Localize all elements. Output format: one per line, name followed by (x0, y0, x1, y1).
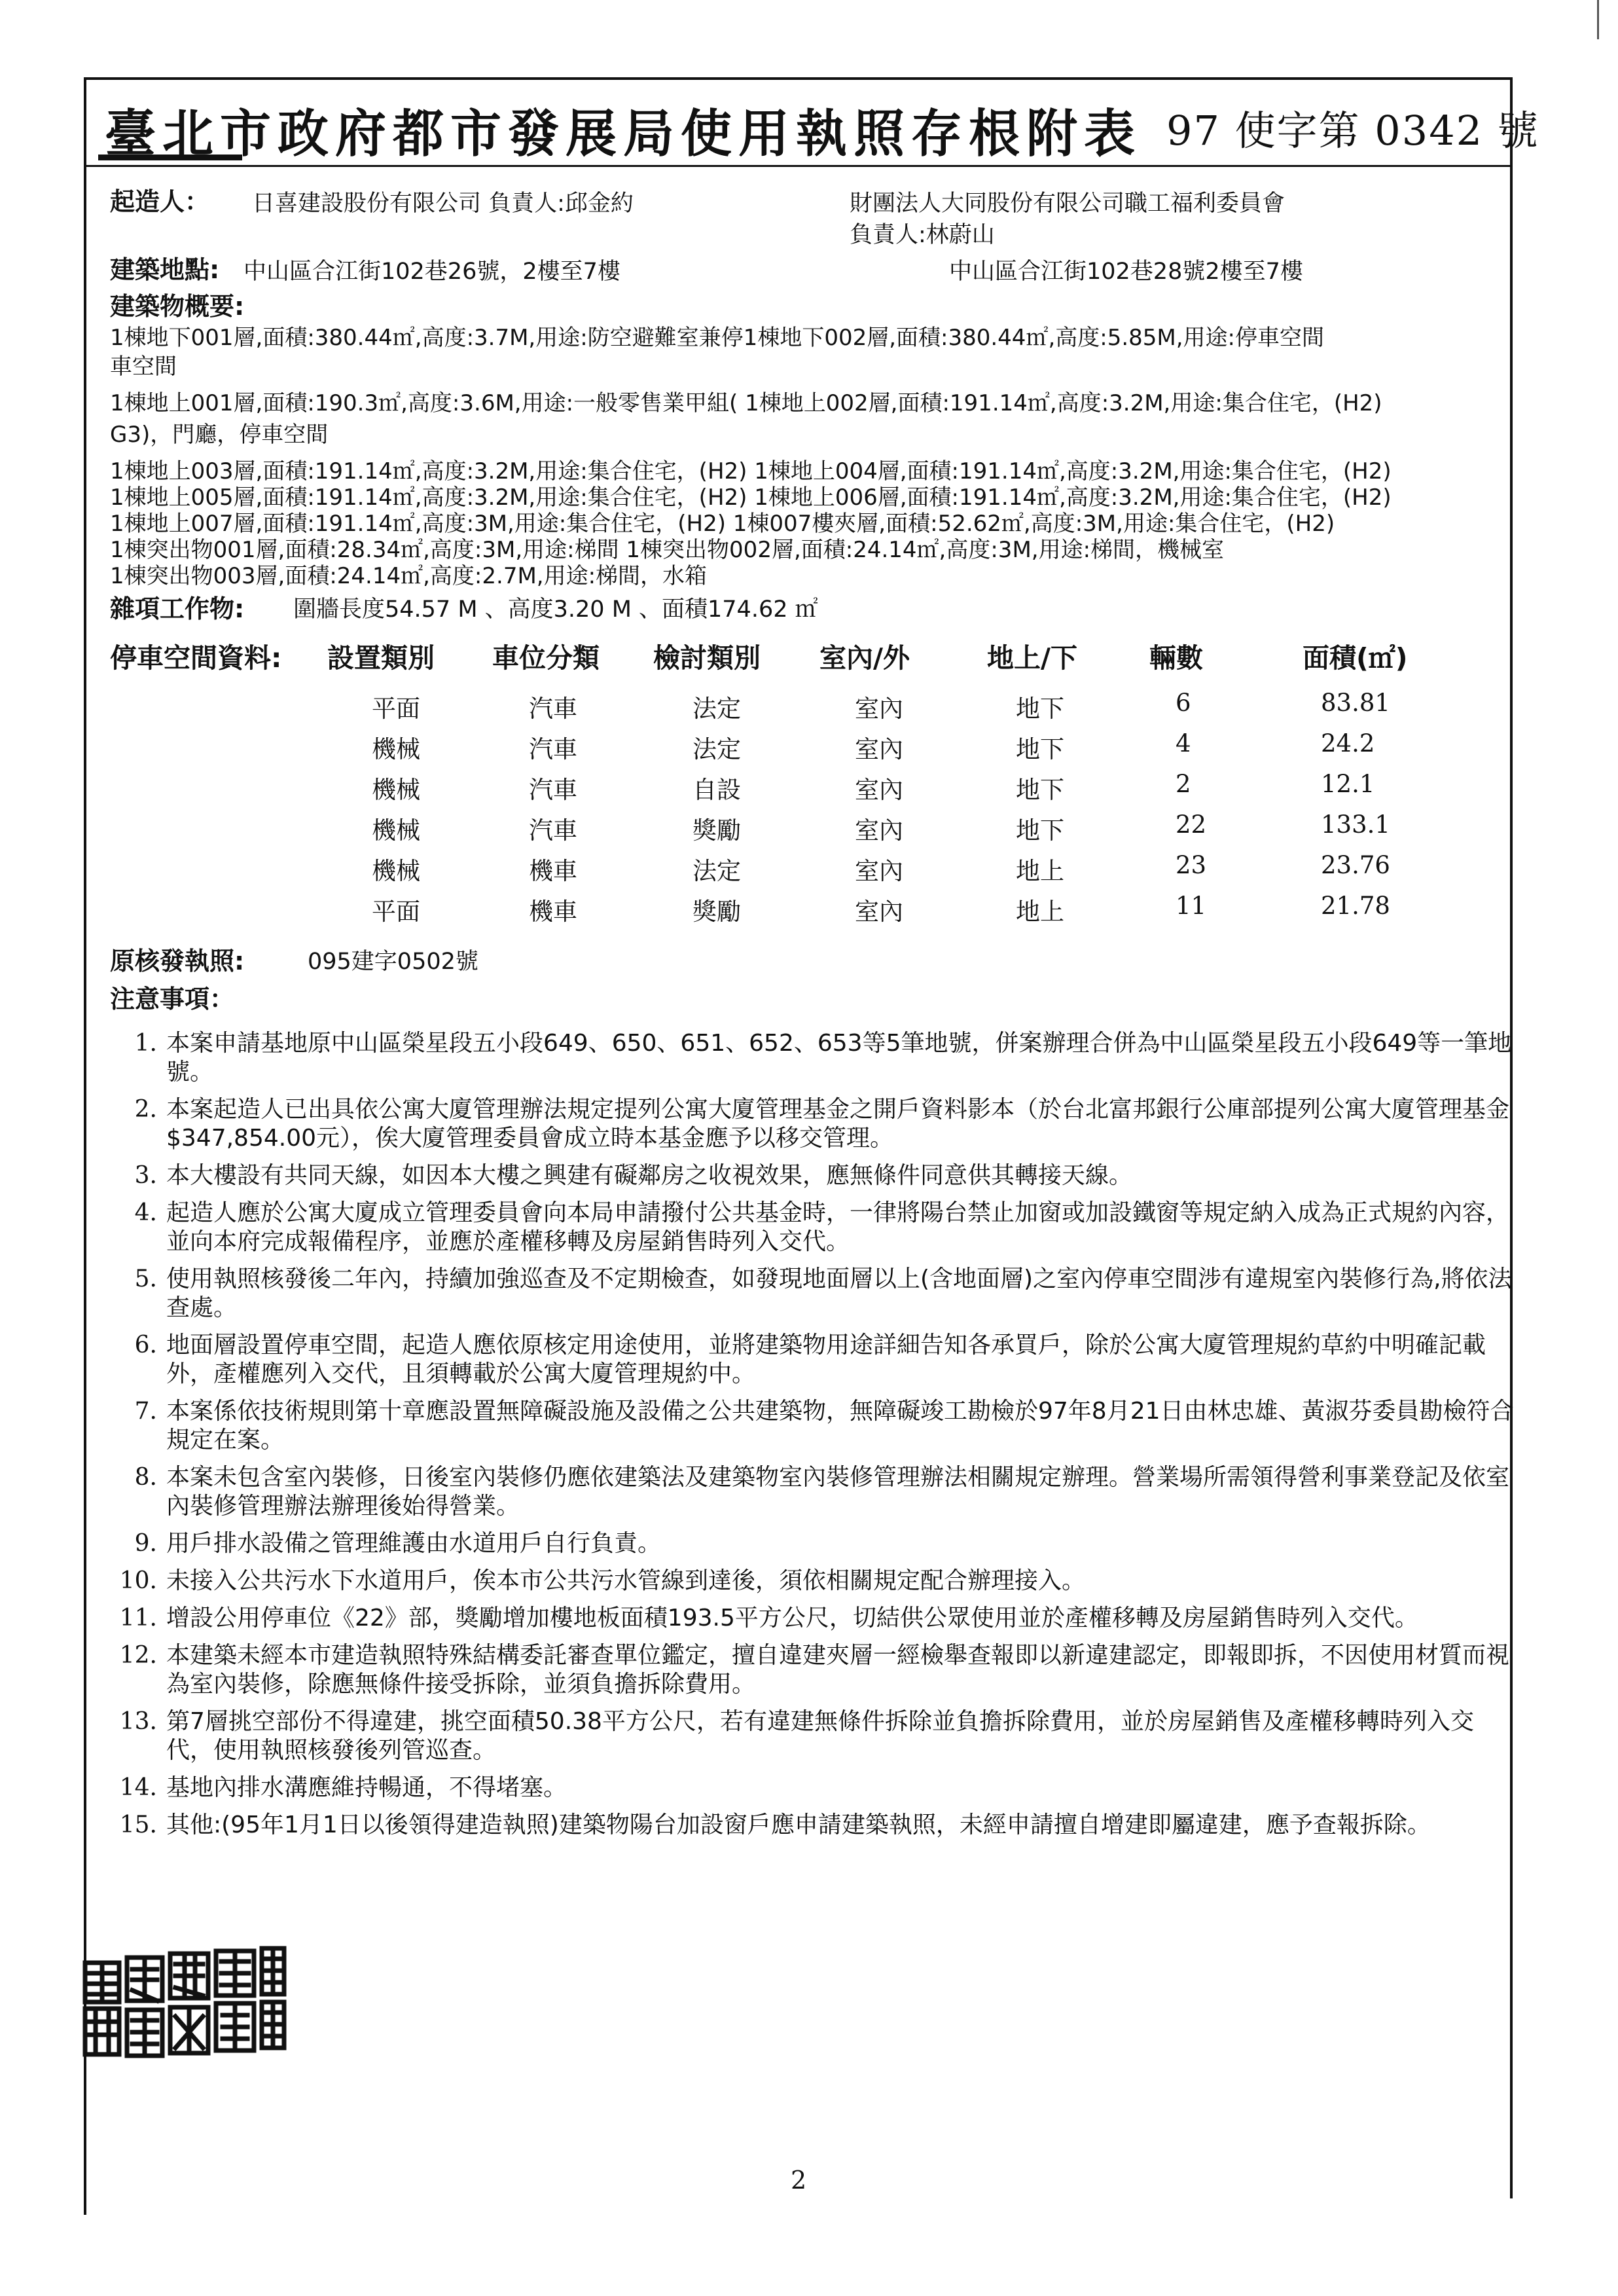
parking-cell: 汽車 (529, 776, 577, 804)
parking-cell: 地上 (1016, 898, 1064, 926)
note-text: 本建築未經本市建造執照特殊結構委託審查單位鑑定，擅自違建夾層一經檢舉查報即以新違建認定，即報即拆，不因使用材質而視為室內裝修，除應無條件接受拆除，並須負擔拆除費用。 (166, 1642, 1510, 1698)
parking-cell: 自設 (692, 776, 741, 804)
note-number: 5. (134, 1266, 157, 1292)
parking-cell: 24.2 (1321, 729, 1375, 757)
frame-top-border (84, 77, 1512, 80)
page-number: 2 (791, 2166, 807, 2195)
parking-cell: 地下 (1016, 695, 1064, 723)
parking-cell: 室內 (855, 695, 903, 723)
site-address-2: 中山區合江街102巷28號2樓至7樓 (949, 259, 1303, 285)
parking-cell: 汽車 (529, 735, 577, 763)
applicant-name-2-line-2: 負責人:林蔚山 (850, 222, 995, 248)
parking-cell: 室內 (855, 816, 903, 845)
corner-mark (1597, 0, 1599, 39)
parking-cell: 汽車 (529, 816, 577, 845)
note-text: 其他:(95年1月1日以後領得建造執照)建築物陽台加設窗戶應申請建築執照，未經申請擅自增建即屬違建，應予查報拆除。 (166, 1812, 1431, 1838)
note-number: 6. (134, 1332, 157, 1358)
parking-cell: 汽車 (529, 695, 577, 723)
note-item (118, 1331, 1519, 1389)
applicant-name-2-line-1: 財團法人大同股份有限公司職工福利委員會 (850, 191, 1285, 217)
parking-cell: 133.1 (1321, 811, 1390, 839)
note-item (118, 1095, 1519, 1153)
parking-cell: 法定 (692, 695, 741, 723)
note-item (118, 1161, 1519, 1190)
parking-cell: 83.81 (1321, 689, 1390, 717)
parking-cell: 室內 (855, 898, 903, 926)
building-overview-label: 建築物概要: (110, 292, 245, 321)
note-text: 增設公用停車位《22》部，獎勵增加樓地板面積193.5平方公尺，切結供公眾使用並於產權移轉及房屋銷售時列入交代。 (166, 1605, 1418, 1631)
note-number: 14. (119, 1774, 157, 1801)
note-number: 3. (134, 1162, 157, 1189)
parking-cell: 12.1 (1321, 770, 1375, 798)
parking-cell: 11 (1176, 892, 1207, 920)
note-number: 2. (134, 1096, 157, 1123)
note-item (118, 1604, 1519, 1633)
note-text: 本案申請基地原中山區榮星段五小段649、650、651、652、653等5筆地號，併案辦理合併為中山區榮星段五小段649等一筆地號。 (166, 1030, 1512, 1085)
building-overview-line: 1棟地上003層,面積:191.14㎡,高度:3.2M,用途:集合住宅，(H2) 1棟地上004層,面積:191.14㎡,高度:3.2M,用途:集合住宅，(H2) (110, 458, 1392, 484)
parking-cell: 平面 (372, 898, 420, 926)
parking-cell: 地下 (1016, 735, 1064, 763)
parking-cell: 機車 (529, 857, 577, 885)
notes-list (118, 1029, 1519, 1848)
note-text: 起造人應於公寓大廈成立管理委員會向本局申請撥付公共基金時，一律將陽台禁止加窗或加設鐵窗等規定納入成為正式規約內容，並向本府完成報備程序，並應於產權移轉及房屋銷售時列入交代。 (166, 1199, 1510, 1255)
note-number: 7. (134, 1398, 157, 1425)
note-item (118, 1707, 1519, 1765)
note-item (118, 1463, 1519, 1521)
note-item (118, 1641, 1519, 1699)
note-item (118, 1567, 1519, 1595)
building-overview-line: 1棟地上001層,面積:190.3㎡,高度:3.6M,用途:一般零售業甲組( 1棟地上002層,面積:191.14㎡,高度:3.2M,用途:集合住宅，(H2) (110, 390, 1382, 416)
building-overview-line: 1棟地上005層,面積:191.14㎡,高度:3.2M,用途:集合住宅，(H2) 1棟地上006層,面積:191.14㎡,高度:3.2M,用途:集合住宅，(H2) (110, 484, 1392, 511)
note-item (118, 1811, 1519, 1840)
parking-header-vehicle-class: 車位分類 (492, 642, 600, 674)
parking-cell: 獎勵 (692, 816, 741, 845)
parking-cell: 機械 (372, 735, 420, 763)
parking-cell: 室內 (855, 735, 903, 763)
parking-cell: 法定 (692, 735, 741, 763)
misc-works-label: 雜項工作物: (110, 594, 245, 623)
parking-label: 停車空間資料: (110, 642, 282, 674)
parking-cell: 獎勵 (692, 898, 741, 926)
building-overview-line: 1棟地下001層,面積:380.44㎡,高度:3.7M,用途:防空避難室兼停1棟地下002層,面積:380.44㎡,高度:5.85M,用途:停車空間 (110, 325, 1325, 351)
note-item (118, 1265, 1519, 1322)
note-text: 用戶排水設備之管理維護由水道用戶自行負責。 (166, 1530, 662, 1557)
parking-cell: 法定 (692, 857, 741, 885)
applicant-name-1: 日喜建設股份有限公司 負責人:邱金約 (252, 191, 634, 217)
parking-header-review-class: 檢討類別 (653, 642, 761, 674)
note-text: 地面層設置停車空間，起造人應依原核定用途使用，並將建築物用途詳細告知各承買戶，除於公寓大廈管理規約草約中明確記載外，產權應列入交代，且須轉載於公寓大廈管理規約中。 (166, 1332, 1486, 1387)
note-text: 未接入公共污水下水道用戶，俟本市公共污水管線到達後，須依相關規定配合辦理接入。 (166, 1567, 1086, 1594)
note-number: 15. (119, 1812, 157, 1838)
note-item (118, 1529, 1519, 1558)
applicant-label: 起造人： (110, 187, 210, 216)
note-item (118, 1199, 1519, 1256)
parking-cell: 機械 (372, 776, 420, 804)
parking-cell: 23.76 (1321, 851, 1390, 879)
parking-cell: 地下 (1016, 776, 1064, 804)
parking-header-above-below: 地上/下 (987, 642, 1077, 674)
note-item (118, 1774, 1519, 1802)
note-number: 12. (119, 1642, 157, 1669)
parking-cell: 4 (1176, 729, 1191, 757)
parking-cell: 地下 (1016, 816, 1064, 845)
parking-header-indoor-outdoor: 室內/外 (819, 642, 910, 674)
permit-number: 97 使字第 0342 號 (1166, 107, 1539, 155)
building-overview-line: 車空間 (110, 354, 177, 380)
parking-cell: 室內 (855, 857, 903, 885)
note-number: 9. (134, 1530, 157, 1557)
building-overview-line: 1棟突出物001層,面積:28.34㎡,高度:3M,用途:梯間 1棟突出物002層,面積:24.14㎡,高度:3M,用途:梯間，機械室 (110, 537, 1225, 563)
building-overview-line: 1棟突出物003層,面積:24.14㎡,高度:2.7M,用途:梯間，水箱 (110, 563, 708, 589)
note-item (118, 1029, 1519, 1087)
note-number: 11. (119, 1605, 157, 1631)
parking-cell: 2 (1176, 770, 1191, 798)
note-text: 本案起造人已出具依公寓大廈管理辦法規定提列公寓大廈管理基金之開戶資料影本（於台北富邦銀行公庫部提列公寓大廈管理基金$347,854.00元），俟大廈管理委員會成立時本基金應予以移交管理。 (166, 1096, 1510, 1152)
note-text: 第7層挑空部份不得違建，挑空面積50.38平方公尺，若有違建無條件拆除並負擔拆除費用，並於房屋銷售及產權移轉時列入交代，使用執照核發後列管巡查。 (166, 1708, 1474, 1764)
note-number: 13. (119, 1708, 157, 1735)
note-text: 基地內排水溝應維持暢通，不得堵塞。 (166, 1774, 567, 1801)
note-text: 本案係依技術規則第十章應設置無障礙設施及設備之公共建築物，無障礙竣工勘檢於97年8月21日由林忠雄、黃淑芬委員勘檢符合規定在案。 (166, 1398, 1514, 1453)
note-number: 4. (134, 1199, 157, 1226)
frame-left-border (84, 77, 86, 2215)
parking-cell: 地上 (1016, 857, 1064, 885)
parking-cell: 機車 (529, 898, 577, 926)
site-address-1: 中山區合江街102巷26號，2樓至7樓 (243, 259, 620, 285)
parking-cell: 機械 (372, 816, 420, 845)
parking-cell: 室內 (855, 776, 903, 804)
note-number: 1. (134, 1030, 157, 1057)
parking-cell: 23 (1176, 851, 1207, 879)
note-number: 10. (119, 1567, 157, 1594)
parking-cell: 22 (1176, 811, 1207, 839)
misc-works-value: 圍牆長度54.57 M 、高度3.20 M 、面積174.62 ㎡ (293, 596, 818, 623)
note-text: 本案未包含室內裝修，日後室內裝修仍應依建築法及建築物室內裝修管理辦法相關規定辦理。營業場所需領得營利事業登記及依室內裝修管理辦法辦理後始得營業。 (166, 1464, 1510, 1520)
parking-header-area: 面積(㎡) (1303, 642, 1408, 674)
building-overview-line: 1棟地上007層,面積:191.14㎡,高度:3M,用途:集合住宅，(H2) 1棟007樓夾層,面積:52.62㎡,高度:3M,用途:集合住宅，(H2) (110, 511, 1335, 537)
parking-header-count: 輛數 (1149, 642, 1203, 674)
document-title: 臺北市政府都市發展局使用執照存根附表 (105, 104, 1142, 164)
site-label: 建築地點: (110, 255, 220, 284)
parking-cell: 平面 (372, 695, 420, 723)
official-seal-stamp (80, 1943, 288, 2066)
notes-label: 注意事項： (110, 985, 235, 1013)
note-text: 本大樓設有共同天線，如因本大樓之興建有礙鄰房之收視效果，應無條件同意供其轉接天線。 (166, 1162, 1133, 1189)
note-number: 8. (134, 1464, 157, 1491)
note-text: 使用執照核發後二年內，持續加強巡查及不定期檢查，如發現地面層以上(含地面層)之室內停車空間涉有違規室內裝修行為,將依法查處。 (166, 1266, 1512, 1321)
parking-cell: 機械 (372, 857, 420, 885)
parking-header-setup-type: 設置類別 (327, 642, 435, 674)
parking-cell: 6 (1176, 689, 1191, 717)
original-permit-label: 原核發執照: (110, 947, 245, 975)
original-permit-value: 095建字0502號 (308, 949, 478, 975)
parking-cell: 21.78 (1321, 892, 1390, 920)
building-overview-line: G3)，門廳，停車空間 (110, 422, 329, 448)
note-item (118, 1397, 1519, 1455)
